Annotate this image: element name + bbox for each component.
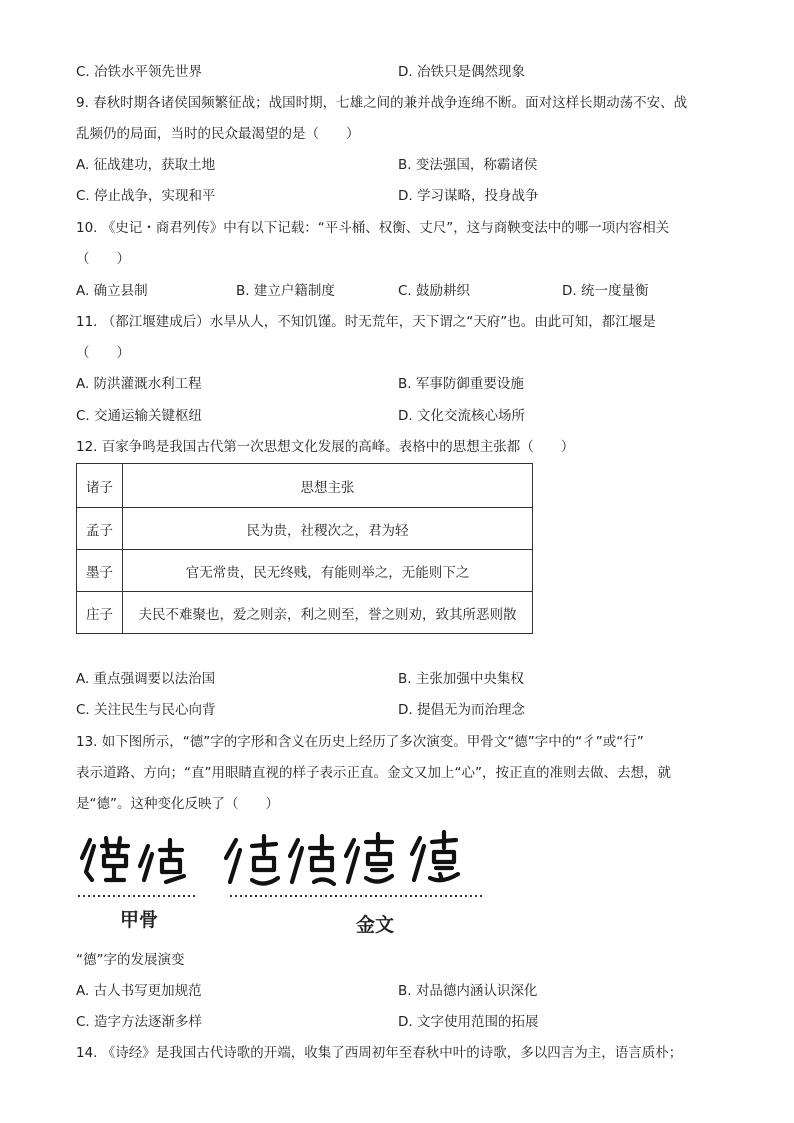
label-bronze-inscription: 金文	[356, 914, 395, 936]
option-b: B. 变法强国，称霸诸侯	[398, 157, 538, 173]
option-a: A. 防洪灌溉水利工程	[76, 376, 202, 392]
question-11-text-cont: （ ）	[76, 345, 130, 361]
table-row	[77, 550, 533, 592]
option-d: D. 冶铁只是偶然现象	[398, 64, 525, 80]
question-13-text-cont: 表示道路、方向；“直”用眼睛直视的样子表示正直。金文又加上“心”，按正直的准则去做、去想，就	[76, 765, 671, 781]
option-a: A. 确立县制	[76, 283, 148, 299]
de-character-evolution-figure	[76, 826, 496, 936]
table-row	[77, 592, 533, 634]
table-cell: 孟子	[77, 508, 123, 550]
option-d: D. 学习谋略，投身战争	[398, 188, 539, 204]
option-c: C. 冶铁水平领先世界	[76, 64, 203, 80]
option-c: C. 关注民生与民心向背	[76, 702, 216, 718]
option-b: B. 主张加强中央集权	[398, 671, 524, 687]
table-cell: 官无常贵，民无终贱，有能则举之，无能则下之	[123, 550, 533, 592]
option-b: B. 军事防御重要设施	[398, 376, 524, 392]
thought-table	[76, 463, 533, 634]
option-c: C. 鼓励耕织	[398, 283, 471, 299]
table-cell: 民为贵，社稷次之，君为轻	[123, 508, 533, 550]
option-c: C. 造字方法逐渐多样	[76, 1014, 203, 1030]
option-d: D. 文字使用范围的拓展	[398, 1014, 539, 1030]
table-header-row	[77, 464, 533, 508]
option-b: B. 建立户籍制度	[236, 283, 335, 299]
table-header-cell: 诸子	[77, 464, 123, 508]
table-header-cell: 思想主张	[123, 464, 533, 508]
option-d: D. 提倡无为而治理念	[398, 702, 525, 718]
table-cell: 夫民不难聚也，爱之则亲，利之则至，誉之则劝，致其所恶则散	[123, 592, 533, 634]
table-cell: 墨子	[77, 550, 123, 592]
question-13-text: 13. 如下图所示，“德”字的字形和含义在历史上经历了多次演变。甲骨文“德”字中的“彳”或“行”	[76, 734, 644, 750]
option-d: D. 文化交流核心场所	[398, 408, 525, 424]
option-b: B. 对品德内涵认识深化	[398, 983, 538, 999]
question-9-text-cont: 乱频仍的局面，当时的民众最渴望的是（ ）	[76, 126, 360, 142]
question-13-text-cont: 是“德”。这种变化反映了（ ）	[76, 796, 279, 812]
table-cell: 庄子	[77, 592, 123, 634]
figure-caption: “德”字的发展演变	[76, 952, 185, 968]
option-a: A. 古人书写更加规范	[76, 983, 202, 999]
table-row	[77, 508, 533, 550]
option-c: C. 交通运输关键枢纽	[76, 408, 203, 424]
question-10-text: 10. 《史记・商君列传》中有以下记载：“平斗桶、权衡、丈尺”，这与商鞅变法中的哪一项内容相关	[76, 220, 670, 236]
question-14-text: 14. 《诗经》是我国古代诗歌的开端，收集了西周初年至春秋中叶的诗歌，多以四言为主，语言质朴；	[76, 1045, 683, 1061]
label-oracle-bone: 甲骨	[120, 909, 159, 931]
question-10-text-cont: （ ）	[76, 251, 130, 267]
option-a: A. 重点强调要以法治国	[76, 671, 216, 687]
option-d: D. 统一度量衡	[562, 283, 649, 299]
option-a: A. 征战建功，获取土地	[76, 157, 216, 173]
question-9-text: 9. 春秋时期各诸侯国频繁征战；战国时期，七雄之间的兼并战争连绵不断。面对这样长期动荡不安、战	[76, 95, 688, 111]
option-c: C. 停止战争，实现和平	[76, 188, 216, 204]
question-12-text: 12. 百家争鸣是我国古代第一次思想文化发展的高峰。表格中的思想主张都（ ）	[76, 439, 575, 455]
question-11-text: 11. （都江堰建成后）水旱从人，不知饥馑。时无荒年，天下谓之“天府”也。由此可知，都江堰是	[76, 314, 656, 330]
